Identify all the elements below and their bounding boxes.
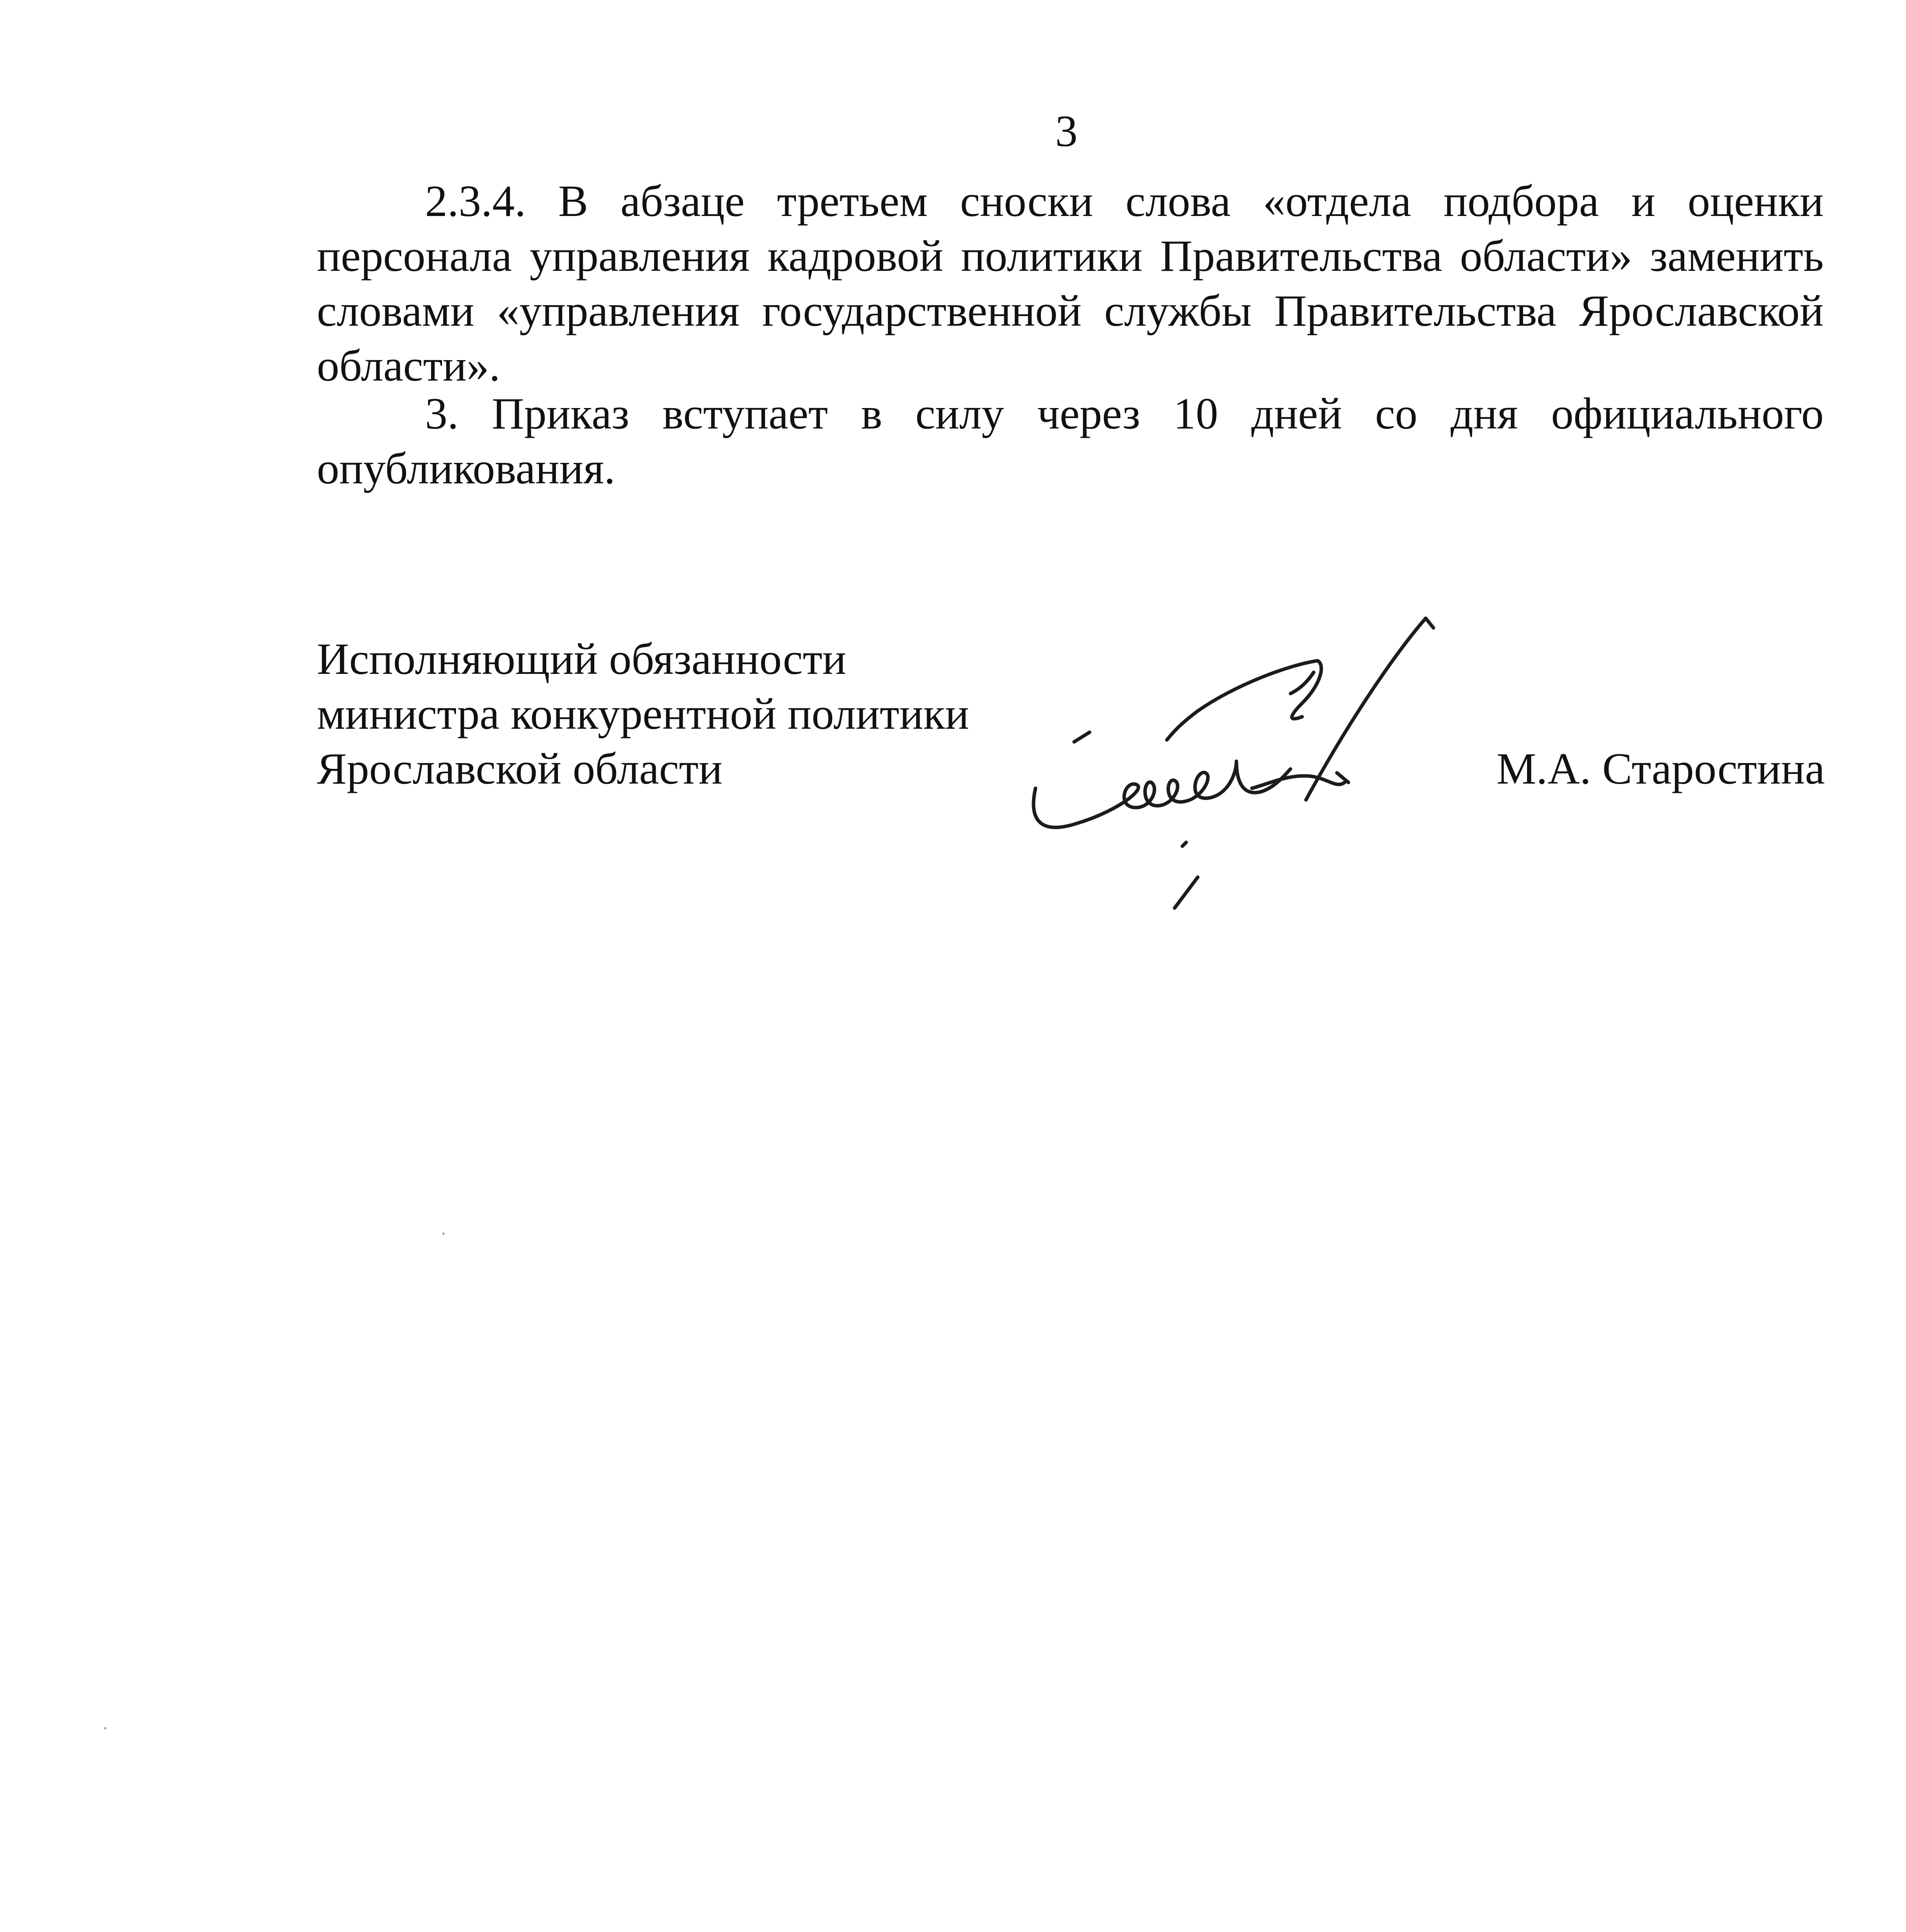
page-number: 3 bbox=[1055, 107, 1078, 156]
scan-speck bbox=[104, 1727, 106, 1729]
paragraph-2-3-4: 2.3.4. В абзаце третьем сноски слова «отдела подбора и оценки персонала управления кадровой политики Правительства области» заменить словами «управления государственной службы Правительства Ярославской области». bbox=[317, 177, 1824, 391]
paragraph-3: 3. Приказ вступает в силу через 10 дней со дня официального опубликования. bbox=[317, 389, 1824, 493]
signatory-position-line: Исполняющий обязанности bbox=[317, 634, 847, 684]
handwritten-signature bbox=[1020, 607, 1468, 947]
signatory-position bbox=[317, 632, 969, 796]
scan-speck bbox=[442, 1233, 444, 1235]
signatory-position-line: Ярославской области bbox=[317, 744, 723, 794]
signatory-position-line: министра конкурентной политики bbox=[317, 689, 969, 739]
signer-name: М.А. Старостина bbox=[1496, 744, 1825, 794]
